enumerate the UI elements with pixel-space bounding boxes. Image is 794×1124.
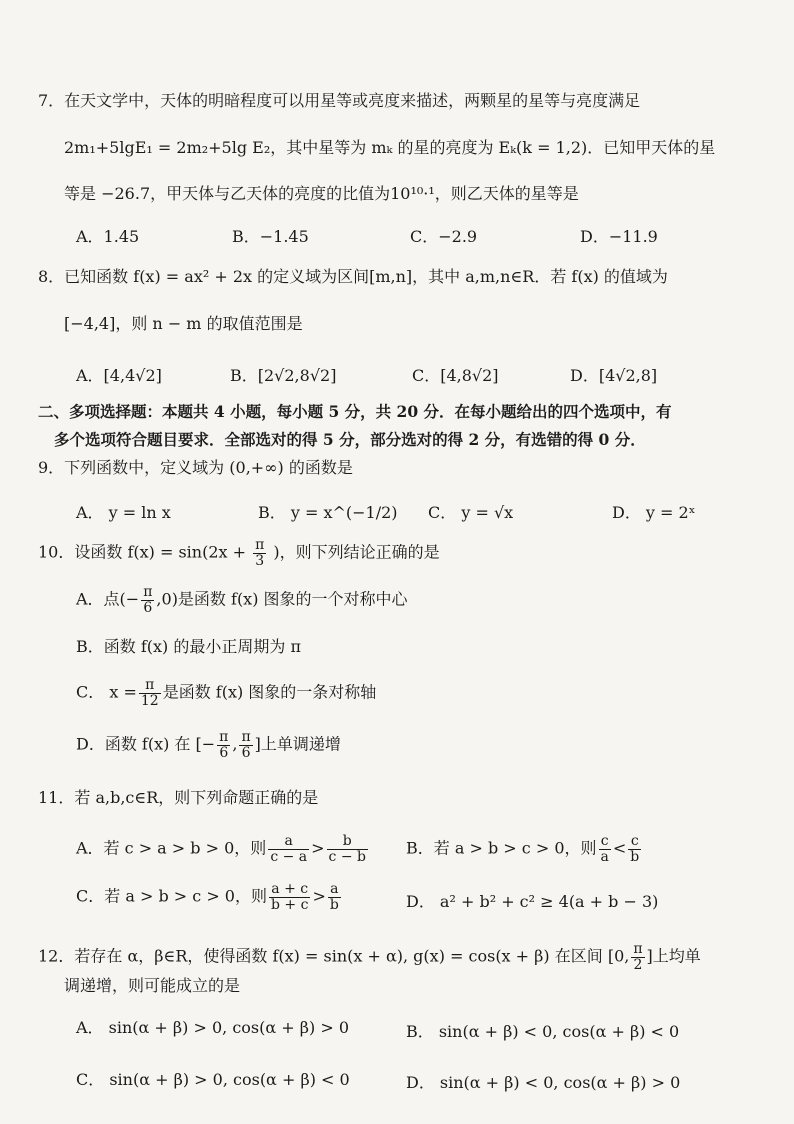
q10-option-c-post: 是函数 f(x) 图象的一条对称轴 <box>162 682 377 702</box>
q12-stem-den: 2 <box>633 956 643 973</box>
q11-option-c-fraction1 <box>269 882 310 912</box>
q7-option-b: B．−1.45 <box>232 227 309 246</box>
q10-stem <box>38 538 440 568</box>
section2-header-line1: 二、多项选择题：本题共 4 小题，每小题 5 分，共 20 分．在每小题给出的四个选项中，有 <box>38 402 672 421</box>
q11-option-c-num2: a <box>328 882 341 898</box>
q12-stem-line1 <box>38 942 701 972</box>
q10-option-d-den1: 6 <box>219 744 229 761</box>
q7-line2: 2m₁+5lgE₁ = 2m₂+5lg E₂，其中星等为 mₖ 的星的亮度为 Eₖ(k = 1,2)．已知甲天体的星 <box>64 138 716 157</box>
q11-option-a-gt: > <box>311 838 325 858</box>
q10-option-d-fraction1 <box>217 730 230 760</box>
q10-option-c-fraction <box>139 678 161 708</box>
q11-option-a-fraction1 <box>268 834 309 864</box>
q10-option-c <box>76 678 376 708</box>
q11-option-b-lt: < <box>612 838 627 858</box>
q11-option-a-pre: A．若 c > a > b > 0，则 <box>76 838 267 858</box>
q7-option-d: D．−11.9 <box>580 227 658 246</box>
q11-stem: 11．若 a,b,c∈R，则下列命题正确的是 <box>38 788 319 807</box>
q11-option-c-pre: C．若 a > b > c > 0，则 <box>76 886 267 906</box>
q9-option-b: B． y = x^(−1/2) <box>258 503 398 522</box>
q7-line3: 等是 −26.7，甲天体与乙天体的亮度的比值为10¹⁰·¹，则乙天体的星等是 <box>64 184 579 203</box>
q8-option-b: B．[2√2,8√2] <box>230 366 337 385</box>
q10-option-d-mid: , <box>232 734 238 754</box>
q10-stem-a: 10．设函数 f(x) = sin(2x + <box>38 542 247 562</box>
q11-option-a <box>76 834 370 864</box>
q10-option-d-fraction2 <box>239 730 252 760</box>
q11-option-b-fraction1 <box>599 834 611 864</box>
q10-option-d-num1: π <box>219 729 229 745</box>
q10-option-a-den: 6 <box>143 599 153 616</box>
q10-option-a-fraction <box>141 585 154 615</box>
q12-stem-num: π <box>633 941 643 957</box>
q11-option-c-den1: b + c <box>271 896 309 913</box>
q11-option-b-num2: c <box>628 834 641 850</box>
q11-option-a-num1: a <box>268 834 309 850</box>
q7-option-a: A．1.45 <box>76 227 140 246</box>
q7-option-c: C．−2.9 <box>410 227 478 246</box>
q11-option-c-fraction2 <box>328 882 341 912</box>
q11-option-c-num1: a + c <box>269 882 310 898</box>
q10-stem-fraction <box>253 538 266 568</box>
q12-stem-pre: 12．若存在 α，β∈R，使得函数 f(x) = sin(x + α), g(x) = cos(x + β) 在区间 [0, <box>38 946 630 966</box>
q10-option-a-num: π <box>143 584 153 600</box>
q9-option-d: D． y = 2ˣ <box>612 503 696 522</box>
q10-option-b: B．函数 f(x) 的最小正周期为 π <box>76 637 301 656</box>
q9-option-c: C． y = √x <box>428 503 514 522</box>
q10-option-d-pre: D．函数 f(x) 在 [− <box>76 734 216 754</box>
q11-option-a-den2: c − b <box>328 848 366 865</box>
q11-option-b-pre: B．若 a > b > c > 0，则 <box>406 838 597 858</box>
q10-stem-b: )，则下列结论正确的是 <box>273 542 440 562</box>
q12-option-c: C． sin(α + β) > 0, cos(α + β) < 0 <box>76 1070 350 1089</box>
q11-option-b-den1: a <box>600 848 609 865</box>
q12-option-d: D． sin(α + β) < 0, cos(α + β) > 0 <box>406 1073 681 1092</box>
section2-header-line2: 多个选项符合题目要求．全部选对的得 5 分，部分选对的得 2 分，有选错的得 0 分． <box>54 430 646 449</box>
q11-option-b <box>406 834 643 864</box>
q11-option-b-den2: b <box>630 848 640 865</box>
q11-option-d: D． a² + b² + c² ≥ 4(a + b − 3) <box>406 892 659 911</box>
q10-option-d-num2: π <box>241 729 251 745</box>
q12-option-b: B． sin(α + β) < 0, cos(α + β) < 0 <box>406 1022 680 1041</box>
q11-option-a-den1: c − a <box>270 848 308 865</box>
q11-option-c-gt: > <box>312 886 326 906</box>
q11-option-c <box>76 882 343 912</box>
q11-option-b-fraction2 <box>628 834 641 864</box>
q10-option-a-post: ,0)是函数 f(x) 图象的一个对称中心 <box>156 589 408 609</box>
q12-stem-line2: 调递增，则可能成立的是 <box>64 976 241 995</box>
q7-line1: 7．在天文学中，天体的明暗程度可以用星等或亮度来描述，两颗星的星等与亮度满足 <box>38 91 641 110</box>
q10-option-d <box>76 730 341 760</box>
q10-option-c-pre: C． x = <box>76 682 137 702</box>
q12-stem-fraction <box>631 942 644 972</box>
q10-option-a-pre: A．点(− <box>76 589 140 609</box>
q10-option-c-num: π <box>139 678 161 694</box>
q10-stem-den: 3 <box>255 552 265 569</box>
q8-option-d: D．[4√2,8] <box>570 366 658 385</box>
q10-option-d-den2: 6 <box>241 744 251 761</box>
q11-option-c-den2: b <box>329 896 339 913</box>
q12-stem-post: ]上均单 <box>646 946 701 966</box>
q8-option-a: A．[4,4√2] <box>76 366 162 385</box>
q9-option-a: A． y = ln x <box>76 503 171 522</box>
q10-option-d-post: ]上单调递增 <box>254 734 341 754</box>
q11-option-a-fraction2 <box>327 834 368 864</box>
q9-stem: 9．下列函数中，定义域为 (0,+∞) 的函数是 <box>38 458 353 477</box>
q8-line1: 8．已知函数 f(x) = ax² + 2x 的定义域为区间[m,n]，其中 a,m,n∈R．若 f(x) 的值域为 <box>38 267 668 286</box>
q10-option-a <box>76 585 408 615</box>
q10-option-c-den: 12 <box>140 692 159 709</box>
q11-option-a-num2: b <box>327 834 368 850</box>
q10-stem-num: π <box>255 537 265 553</box>
q8-line2: [−4,4]，则 n − m 的取值范围是 <box>64 314 303 333</box>
q12-option-a: A． sin(α + β) > 0, cos(α + β) > 0 <box>76 1018 350 1037</box>
q8-option-c: C．[4,8√2] <box>412 366 499 385</box>
q11-option-b-num1: c <box>599 834 611 850</box>
